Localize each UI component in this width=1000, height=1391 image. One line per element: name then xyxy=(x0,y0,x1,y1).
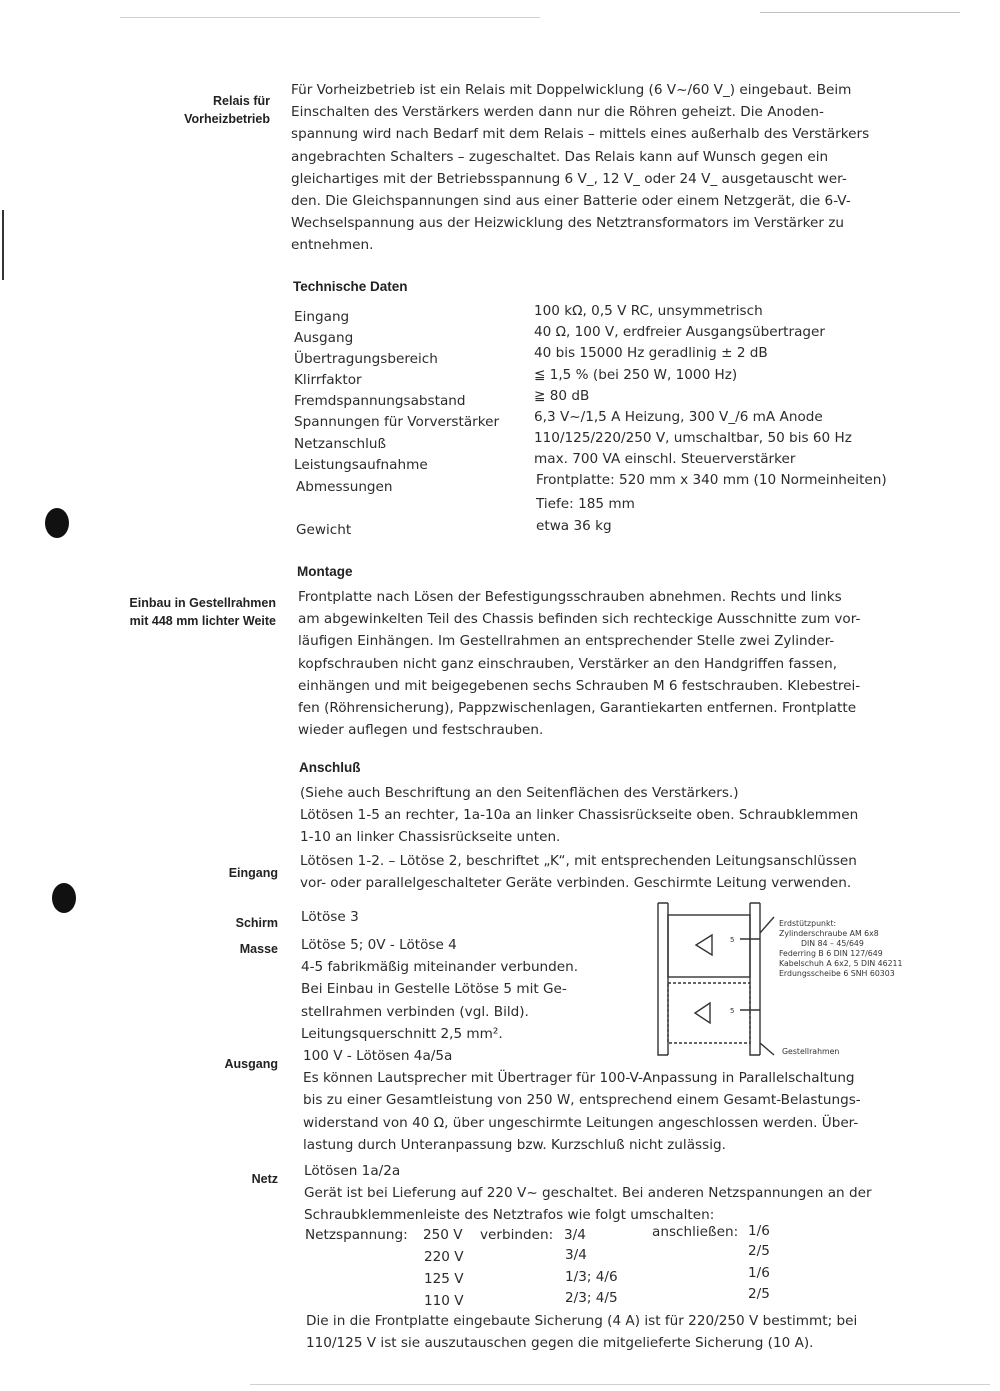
text-line: fen (Röhrensicherung), Pappzwischenlagen, Garantiekarten entfernen. Frontplatte xyxy=(298,700,857,717)
montage-paragraph xyxy=(298,586,918,741)
punch-hole-bottom xyxy=(52,883,76,913)
text-line: 4-5 fabrikmäßig miteinander verbunden. xyxy=(301,959,579,976)
scan-artifact-top-right-line xyxy=(760,12,960,13)
text-line: 110/125 V ist sie auszutauschen gegen die mitgelieferte Sicherung (10 A). xyxy=(306,1335,814,1352)
text-line: 1-10 an linker Chassisrückseite unten. xyxy=(300,829,561,846)
scan-artifact-left-edge xyxy=(2,210,4,280)
callout-line: Federring B 6 DIN 127/649 xyxy=(779,949,883,958)
terminal-number-bottom: 5 xyxy=(730,1007,735,1015)
spec-label: Netzanschluß xyxy=(294,436,387,452)
figure-callout xyxy=(779,919,902,979)
rack-left-rail xyxy=(658,903,668,1055)
spec-label: Gewicht xyxy=(296,522,352,538)
text-line: Lötösen 1-5 an rechter, 1a-10a an linker Chassisrückseite oben. Schraubklemmen xyxy=(300,807,859,824)
text-line: läufigen Einhängen. Im Gestellrahmen an entsprechender Stelle zwei Zylinder- xyxy=(298,633,835,650)
netz-table-verbinden: 3/4 xyxy=(565,1247,587,1263)
callout-line: Kabelschuh A 6x2, 5 DIN 46211 xyxy=(779,959,903,968)
netz-table-voltage: 125 V xyxy=(424,1271,464,1287)
scan-artifact-bottom-line xyxy=(250,1384,990,1385)
text-line: angebrachten Schalters – zugeschaltet. Das Relais kann auf Wunsch gegen ein xyxy=(291,148,829,165)
text-line: Es können Lautsprecher mit Übertrager für 100-V-Anpassung in Parallelschaltung xyxy=(303,1070,855,1087)
text-line: Lötösen 1-2. – Lötöse 2, beschriftet „K“, mit entsprechenden Leitungsanschlüssen xyxy=(300,853,857,869)
heading-anschluss: Anschluß xyxy=(299,760,361,775)
spec-label: Ausgang xyxy=(294,330,354,346)
sicherung-paragraph xyxy=(306,1310,926,1354)
text-line: stellrahmen verbinden (vgl. Bild). xyxy=(301,1003,529,1020)
netz-table-anschliessen: 1/6 xyxy=(748,1265,770,1281)
spec-label: Übertragungsbereich xyxy=(294,351,438,367)
callout-line: Erdungsscheibe 6 SNH 60303 xyxy=(779,969,895,978)
text-line: gleichartiges mit der Betriebsspannung 6 V_, 12 V_ oder 24 V_ ausgetauscht wer- xyxy=(291,170,847,187)
netz-table-anschliessen-label: anschließen: xyxy=(652,1224,739,1240)
spec-value: 40 Ω, 100 V, erdfreier Ausgangsübertrager xyxy=(534,324,825,340)
callout-line: Zylinderschraube AM 6x8 xyxy=(779,929,879,938)
spec-value: etwa 36 kg xyxy=(536,518,612,534)
netz-table-anschliessen: 2/5 xyxy=(748,1286,770,1302)
spec-value: 110/125/220/250 V, umschaltbar, 50 bis 60 Hz xyxy=(534,430,852,446)
relais-paragraph xyxy=(291,79,911,257)
callout-line: DIN 84 – 45/649 xyxy=(801,939,864,948)
side-label-line: Einbau in Gestellrahmen xyxy=(129,596,276,610)
text-line: 100 V - Lötösen 4a/5a xyxy=(303,1048,453,1064)
spec-value: 6,3 V~/1,5 A Heizung, 300 V_/6 mA Anode xyxy=(534,409,823,425)
text-line: Einschalten des Verstärkers werden dann nur die Röhren geheizt. Die Anoden- xyxy=(291,104,824,121)
spec-label: Eingang xyxy=(294,309,350,325)
spec-label: Klirrfaktor xyxy=(294,372,362,388)
rack-grounding-figure xyxy=(650,895,780,1070)
text-line: am abgewinkelten Teil des Chassis befinden sich rechteckige Ausschnitte zum vor- xyxy=(298,611,861,628)
spec-value: 100 kΩ, 0,5 V RC, unsymmetrisch xyxy=(534,303,763,319)
spec-value: Frontplatte: 520 mm x 340 mm (10 Normeinheiten) xyxy=(536,472,887,488)
netz-table-verbinden: 3/4 xyxy=(564,1227,586,1243)
amplifier-frontplate-top xyxy=(668,915,750,977)
anschluss-intro xyxy=(300,782,920,849)
terminal-number-top: 5 xyxy=(730,936,735,944)
heading-technische-daten: Technische Daten xyxy=(293,279,408,294)
schirm-text: Lötöse 3 xyxy=(301,909,359,925)
text-line: widerstand von 40 Ω, über ungeschirmte Leitungen angeschlossen werden. Über- xyxy=(303,1114,859,1131)
text-line: Leitungsquerschnitt 2,5 mm². xyxy=(301,1025,503,1042)
ausgang-paragraph xyxy=(303,1045,923,1156)
amplifier-frontplate-bottom xyxy=(668,983,750,1043)
side-label-einbau xyxy=(98,594,276,630)
text-line: den. Die Gleichspannungen sind aus einer Batterie oder einem Netzgerät, die 6-V- xyxy=(291,193,851,210)
side-label-line: Relais für xyxy=(213,94,270,108)
netz-table-anschliessen: 1/6 xyxy=(748,1223,770,1239)
text-line: entnehmen. xyxy=(291,237,374,254)
side-label-schirm: Schirm xyxy=(235,916,278,930)
netz-table-voltage: 110 V xyxy=(424,1293,464,1309)
text-line: lastung durch Unteranpassung bzw. Kurzschluß nicht zulässig. xyxy=(303,1136,726,1153)
netz-table-verbinden: 2/3; 4/5 xyxy=(565,1290,618,1306)
side-label-line: Vorheizbetrieb xyxy=(184,112,270,126)
masse-paragraph xyxy=(301,934,631,1045)
text-line: Bei Einbau in Gestelle Lötöse 5 mit Ge- xyxy=(301,981,567,998)
text-line: Lötöse 5; 0V - Lötöse 4 xyxy=(301,937,457,953)
spec-label: Abmessungen xyxy=(296,479,393,495)
netz-table-voltage: 250 V xyxy=(423,1227,463,1243)
scan-artifact-top-line xyxy=(120,17,540,18)
eingang-paragraph xyxy=(300,850,920,894)
spec-label: Fremdspannungsabstand xyxy=(294,393,466,409)
text-line: Lötösen 1a/2a xyxy=(304,1163,401,1179)
callout-line: Erdstützpunkt: xyxy=(779,919,837,928)
netz-table-voltage: 220 V xyxy=(424,1249,464,1265)
side-label-line: mit 448 mm lichter Weite xyxy=(129,614,276,628)
spec-value: max. 700 VA einschl. Steuerverstärker xyxy=(534,451,796,467)
text-line: spannung wird nach Bedarf mit dem Relais – mittels eines außerhalb des Verstärkers xyxy=(291,126,870,143)
text-line: bis zu einer Gesamtleistung von 250 W, entsprechend einem Gesamt-Belastungs- xyxy=(303,1092,861,1109)
side-label-masse: Masse xyxy=(239,942,278,956)
side-label-eingang: Eingang xyxy=(228,866,278,880)
text-line: (Siehe auch Beschriftung an den Seitenflächen des Verstärkers.) xyxy=(300,785,739,801)
punch-hole-top xyxy=(45,508,69,538)
heading-montage: Montage xyxy=(297,564,353,579)
spec-label: Spannungen für Vorverstärker xyxy=(294,414,500,430)
text-line: Gerät ist bei Lieferung auf 220 V~ geschaltet. Bei anderen Netzspannungen an der xyxy=(304,1185,872,1202)
text-line: wieder auflegen und festschrauben. xyxy=(298,722,544,739)
netz-table-verbinden-label: verbinden: xyxy=(480,1227,554,1243)
spec-value: ≧ 80 dB xyxy=(534,388,590,404)
spec-label: Leistungsaufnahme xyxy=(294,457,428,473)
netz-table-verbinden: 1/3; 4/6 xyxy=(565,1269,618,1285)
text-line: einhängen und mit beigegebenen sechs Schrauben M 6 festschrauben. Klebestrei- xyxy=(298,677,861,694)
triangle-icon-bottom xyxy=(695,1003,710,1023)
side-label-netz: Netz xyxy=(251,1172,278,1186)
netz-table-header-label: Netzspannung: xyxy=(305,1227,408,1243)
text-line: kopfschrauben nicht ganz einschrauben, Verstärker an den Handgriffen fassen, xyxy=(298,655,838,672)
text-line: vor- oder parallelgeschalteter Geräte verbinden. Geschirmte Leitung verwenden. xyxy=(300,875,852,892)
netz-table-anschliessen: 2/5 xyxy=(748,1243,770,1259)
text-line: Frontplatte nach Lösen der Befestigungsschrauben abnehmen. Rechts und links xyxy=(298,589,842,605)
side-label-relais xyxy=(92,92,270,128)
netz-paragraph xyxy=(304,1160,924,1227)
rack-right-rail xyxy=(750,903,760,1055)
spec-value: 40 bis 15000 Hz geradlinig ± 2 dB xyxy=(534,345,768,361)
text-line: Schraubklemmenleiste des Netztrafos wie folgt umschalten: xyxy=(304,1207,715,1224)
side-label-ausgang: Ausgang xyxy=(224,1057,278,1071)
spec-value: ≦ 1,5 % (bei 250 W, 1000 Hz) xyxy=(534,367,738,383)
figure-rack-label: Gestellrahmen xyxy=(782,1047,840,1056)
triangle-icon-top xyxy=(696,935,712,955)
text-line: Wechselspannung aus der Heizwicklung des Netztransformators im Verstärker zu xyxy=(291,215,845,232)
spec-value: Tiefe: 185 mm xyxy=(536,496,635,512)
text-line: Für Vorheizbetrieb ist ein Relais mit Doppelwicklung (6 V~/60 V_) eingebaut. Beim xyxy=(291,82,852,98)
callout-leader-top xyxy=(760,917,774,933)
text-line: Die in die Frontplatte eingebaute Sicherung (4 A) ist für 220/250 V bestimmt; bei xyxy=(306,1313,858,1329)
